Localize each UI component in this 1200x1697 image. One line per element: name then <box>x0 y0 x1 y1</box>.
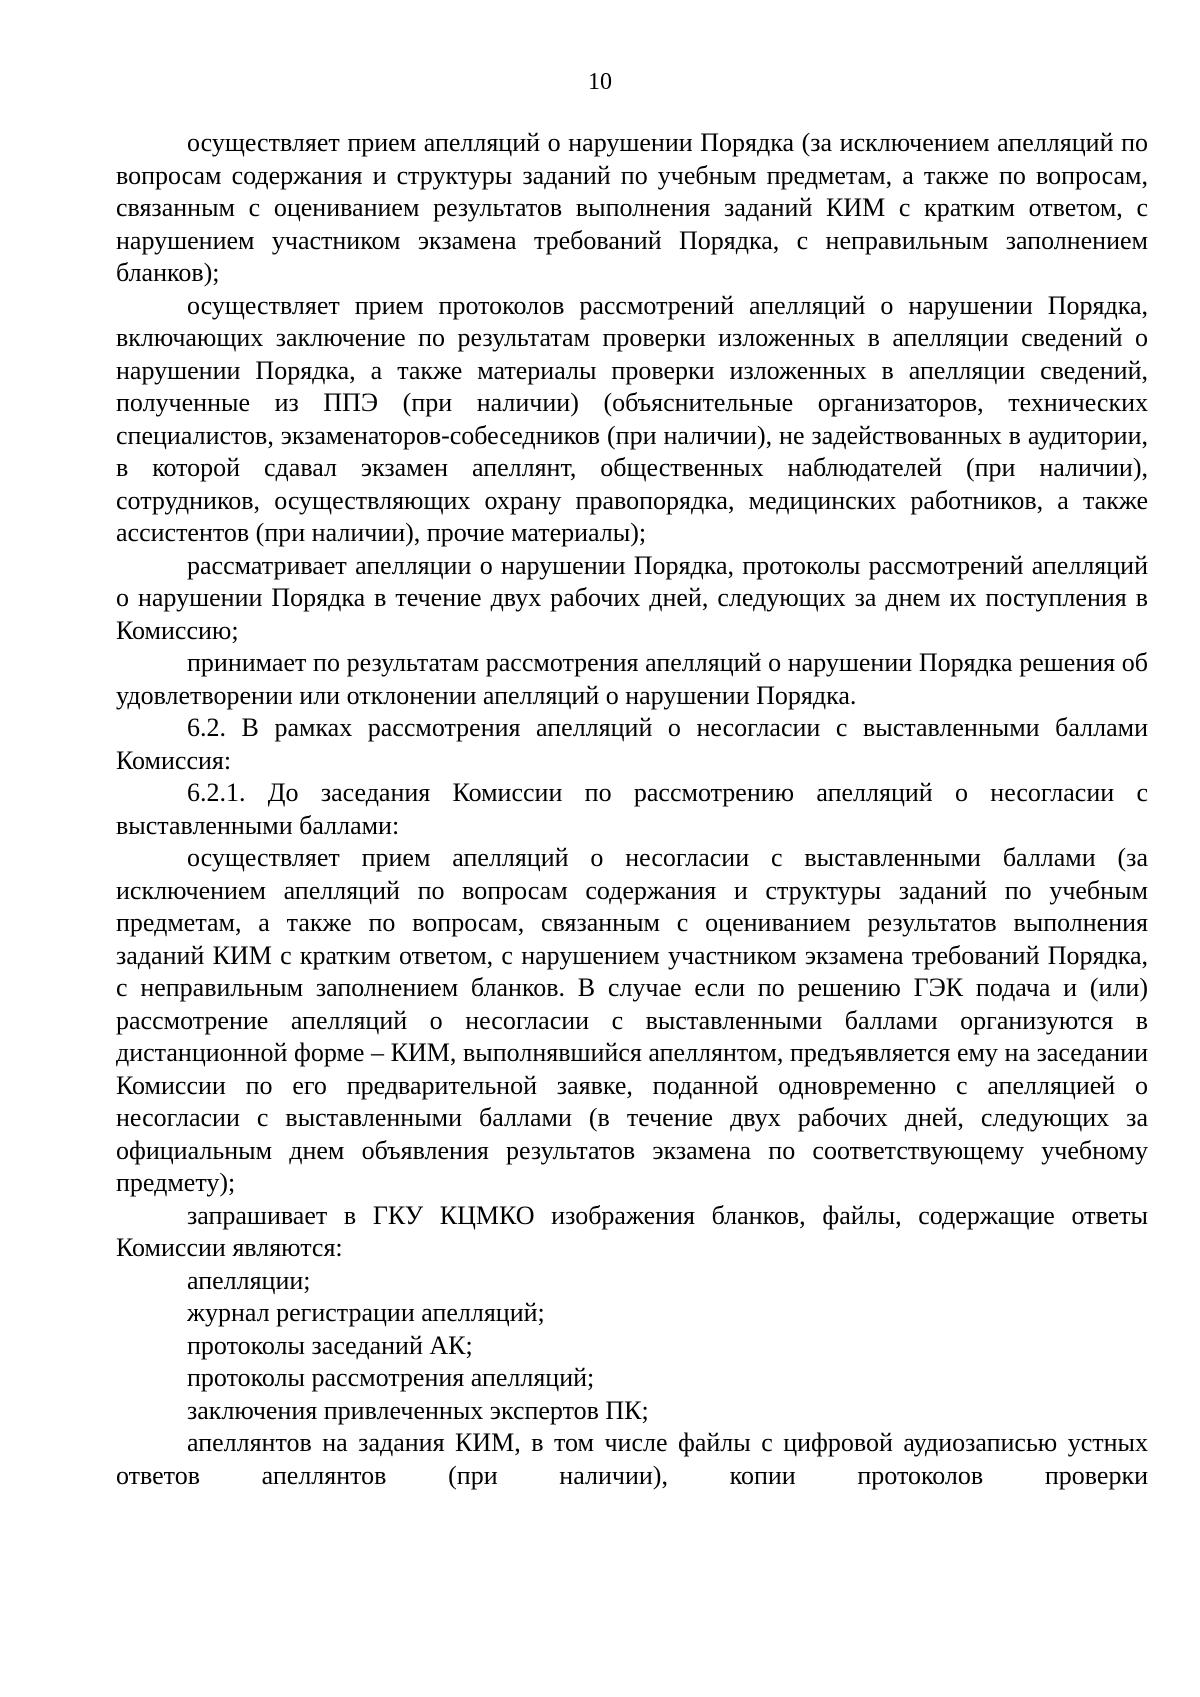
list-item-appeals: апелляции; <box>187 1265 311 1295</box>
paragraph-appeals-procedure-violation: осуществляет прием апелляций о нарушении Порядка (за исключением апелляций по вопросам содержания и структуры заданий по учебным предметам, а также по вопросам, связанным с оцениванием результатов выполнения заданий КИМ с кратким ответом, с нарушением участником экзамена требований Порядка, с неправильным заполнением бланков); <box>116 128 1148 287</box>
paragraph-section-6-2-1: 6.2.1. До заседания Комиссии по рассмотрению апелляций о несогласии с выставленными баллами: <box>116 778 1148 840</box>
list-item-expert-conclusions: заключения привлеченных экспертов ПК; <box>187 1395 649 1425</box>
document-body <box>116 127 1148 1492</box>
paragraph-appellants-answers: апеллянтов на задания КИМ, в том числе файлы с цифровой аудиозаписью устных ответов апеллянтов (при наличии), копии протоколов проверки <box>116 1428 1148 1490</box>
page-number: 10 <box>588 69 612 95</box>
paragraph-decision: принимает по результатам рассмотрения апелляций о нарушении Порядка решения об удовлетворении или отклонении апелляций о нарушении Порядка. <box>116 648 1148 710</box>
list-item-review-protocols: протоколы рассмотрения апелляций; <box>187 1363 595 1392</box>
paragraph-considers-appeals: рассматривает апелляции о нарушении Порядка, протоколы рассмотрений апелляций о нарушении Порядка в течение двух рабочих дней, следующих за днем их поступления в Комиссию; <box>116 550 1148 645</box>
paragraph-disagreement-appeals: осуществляет прием апелляций о несогласии с выставленными баллами (за исключением апелляций по вопросам содержания и структуры заданий по учебным предметам, а также по вопросам, связанным с оцениванием результатов выполнения заданий КИМ с кратким ответом, с нарушением участником экзамена требований Порядка, с неправильным заполнением бланков. В случае если по решению ГЭК подача и (или) рассмотрение апелляций о несогласии с выставленными баллами организуются в дистанционной форме – КИМ, выполнявшийся апеллянтом, предъявляется ему на заседании Комиссии по его предварительной заявке, поданной одновременно с апелляцией о несогласии с выставленными баллами (в течение двух рабочих дней, следующих за официальным днем объявления результатов экзамена по соответствующему учебному предмету); <box>116 843 1148 1197</box>
paragraph-protocols-reception: осуществляет прием протоколов рассмотрений апелляций о нарушении Порядка, включающих заключение по результатам проверки изложенных в апелляции сведений о нарушении Порядка, а также материалы проверки изложенных в апелляции сведений, полученные из ППЭ (при наличии) (объяснительные организаторов, технических специалистов, экзаменаторов-собеседников (при наличии), не задействованных в аудитории, в которой сдавал экзамен апеллянт, общественных наблюдателей (при наличии), сотрудников, осуществляющих охрану правопорядка, медицинских работников, а также ассистентов (при наличии), прочие материалы); <box>116 290 1148 547</box>
list-item-registration-journal: журнал регистрации апелляций; <box>187 1298 545 1327</box>
list-item-ak-protocols: протоколы заседаний АК; <box>187 1330 473 1360</box>
paragraph-section-6-2: 6.2. В рамках рассмотрения апелляций о несогласии с выставленными баллами Комиссия: <box>116 713 1148 775</box>
paragraph-requests-images: запрашивает в ГКУ КЦМКО изображения бланков, файлы, содержащие ответы Комиссии являются: <box>116 1200 1148 1262</box>
